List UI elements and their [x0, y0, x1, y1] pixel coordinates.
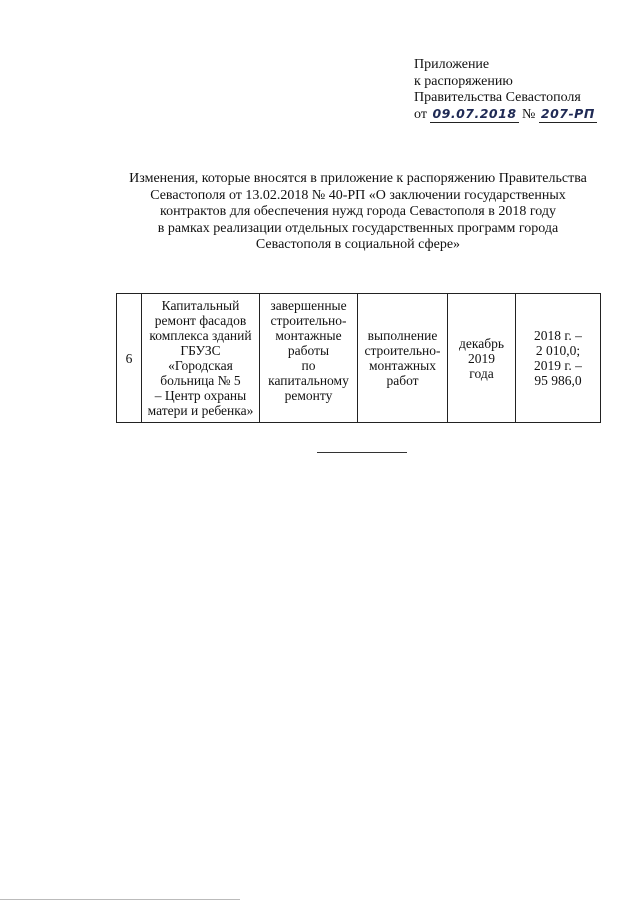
annex-line-1: Приложение: [414, 57, 490, 72]
object-line: Капитальный: [161, 298, 240, 313]
annex-date-field: [430, 107, 518, 123]
cell-row-number: [117, 294, 142, 423]
table-row: [117, 294, 601, 423]
funding-line: 2 010,0;: [535, 343, 581, 358]
cell-work-type: [260, 294, 358, 423]
title-line: Изменения, которые вносятся в приложение к распоряжению Правительства: [129, 171, 587, 186]
object-line: комплекса зданий: [149, 328, 252, 343]
result-line: работ: [386, 373, 419, 388]
work-type-line: завершенные: [270, 298, 347, 313]
annex-line-3: Правительства Севастополя: [414, 90, 581, 105]
work-type-line: по: [301, 358, 316, 373]
object-line: матери и ребенка»: [147, 403, 254, 418]
title-line: в рамках реализации отдельных государственных программ города: [157, 220, 559, 236]
end-divider: [317, 452, 407, 453]
deadline-line: 2019: [468, 350, 495, 366]
result-line: строительно-: [364, 343, 441, 358]
work-type-line: капитальному: [268, 373, 349, 388]
work-type-line: строительно-: [270, 313, 347, 328]
work-type-line: работы: [287, 343, 330, 358]
work-type-line: монтажные: [275, 328, 342, 343]
cell-result: [358, 294, 448, 423]
result-line: монтажных: [369, 358, 436, 373]
cell-object: [142, 294, 260, 423]
annex-date-line: [414, 107, 624, 124]
annex-line-2: к распоряжению: [414, 73, 513, 89]
deadline-line: декабрь: [459, 335, 504, 351]
deadline-line: года: [469, 365, 494, 381]
title-line: контрактов для обеспечения нужд города Севастополя в 2018 году: [160, 204, 556, 219]
annex-number: 207-РП: [540, 105, 595, 121]
annex-date: 09.07.2018: [432, 105, 517, 121]
annex-block: [414, 57, 624, 123]
changes-table: [116, 293, 601, 423]
object-line: ГБУЗС: [180, 343, 221, 358]
work-type-line: ремонту: [284, 388, 333, 403]
annex-number-field: [539, 107, 597, 123]
object-line: – Центр охраны: [154, 388, 247, 403]
document-title: [118, 171, 598, 254]
row-number: 6: [125, 350, 133, 366]
object-line: «Городская: [168, 358, 233, 373]
cell-funding: [516, 294, 601, 423]
object-line: больница № 5: [160, 373, 241, 388]
annex-from-label: от: [414, 106, 427, 122]
scan-edge-line: [0, 899, 240, 900]
object-line: ремонт фасадов: [154, 313, 247, 328]
result-line: выполнение: [367, 328, 438, 343]
title-line: Севастополя в социальной сфере»: [255, 237, 461, 252]
funding-line: 2018 г. –: [534, 328, 582, 343]
title-line: Севастополя от 13.02.2018 № 40-РП «О заключении государственных: [150, 187, 566, 203]
cell-deadline: [448, 294, 516, 423]
annex-number-sign: №: [522, 106, 536, 122]
funding-line: 2019 г. –: [534, 358, 582, 373]
funding-line: 95 986,0: [534, 373, 582, 388]
